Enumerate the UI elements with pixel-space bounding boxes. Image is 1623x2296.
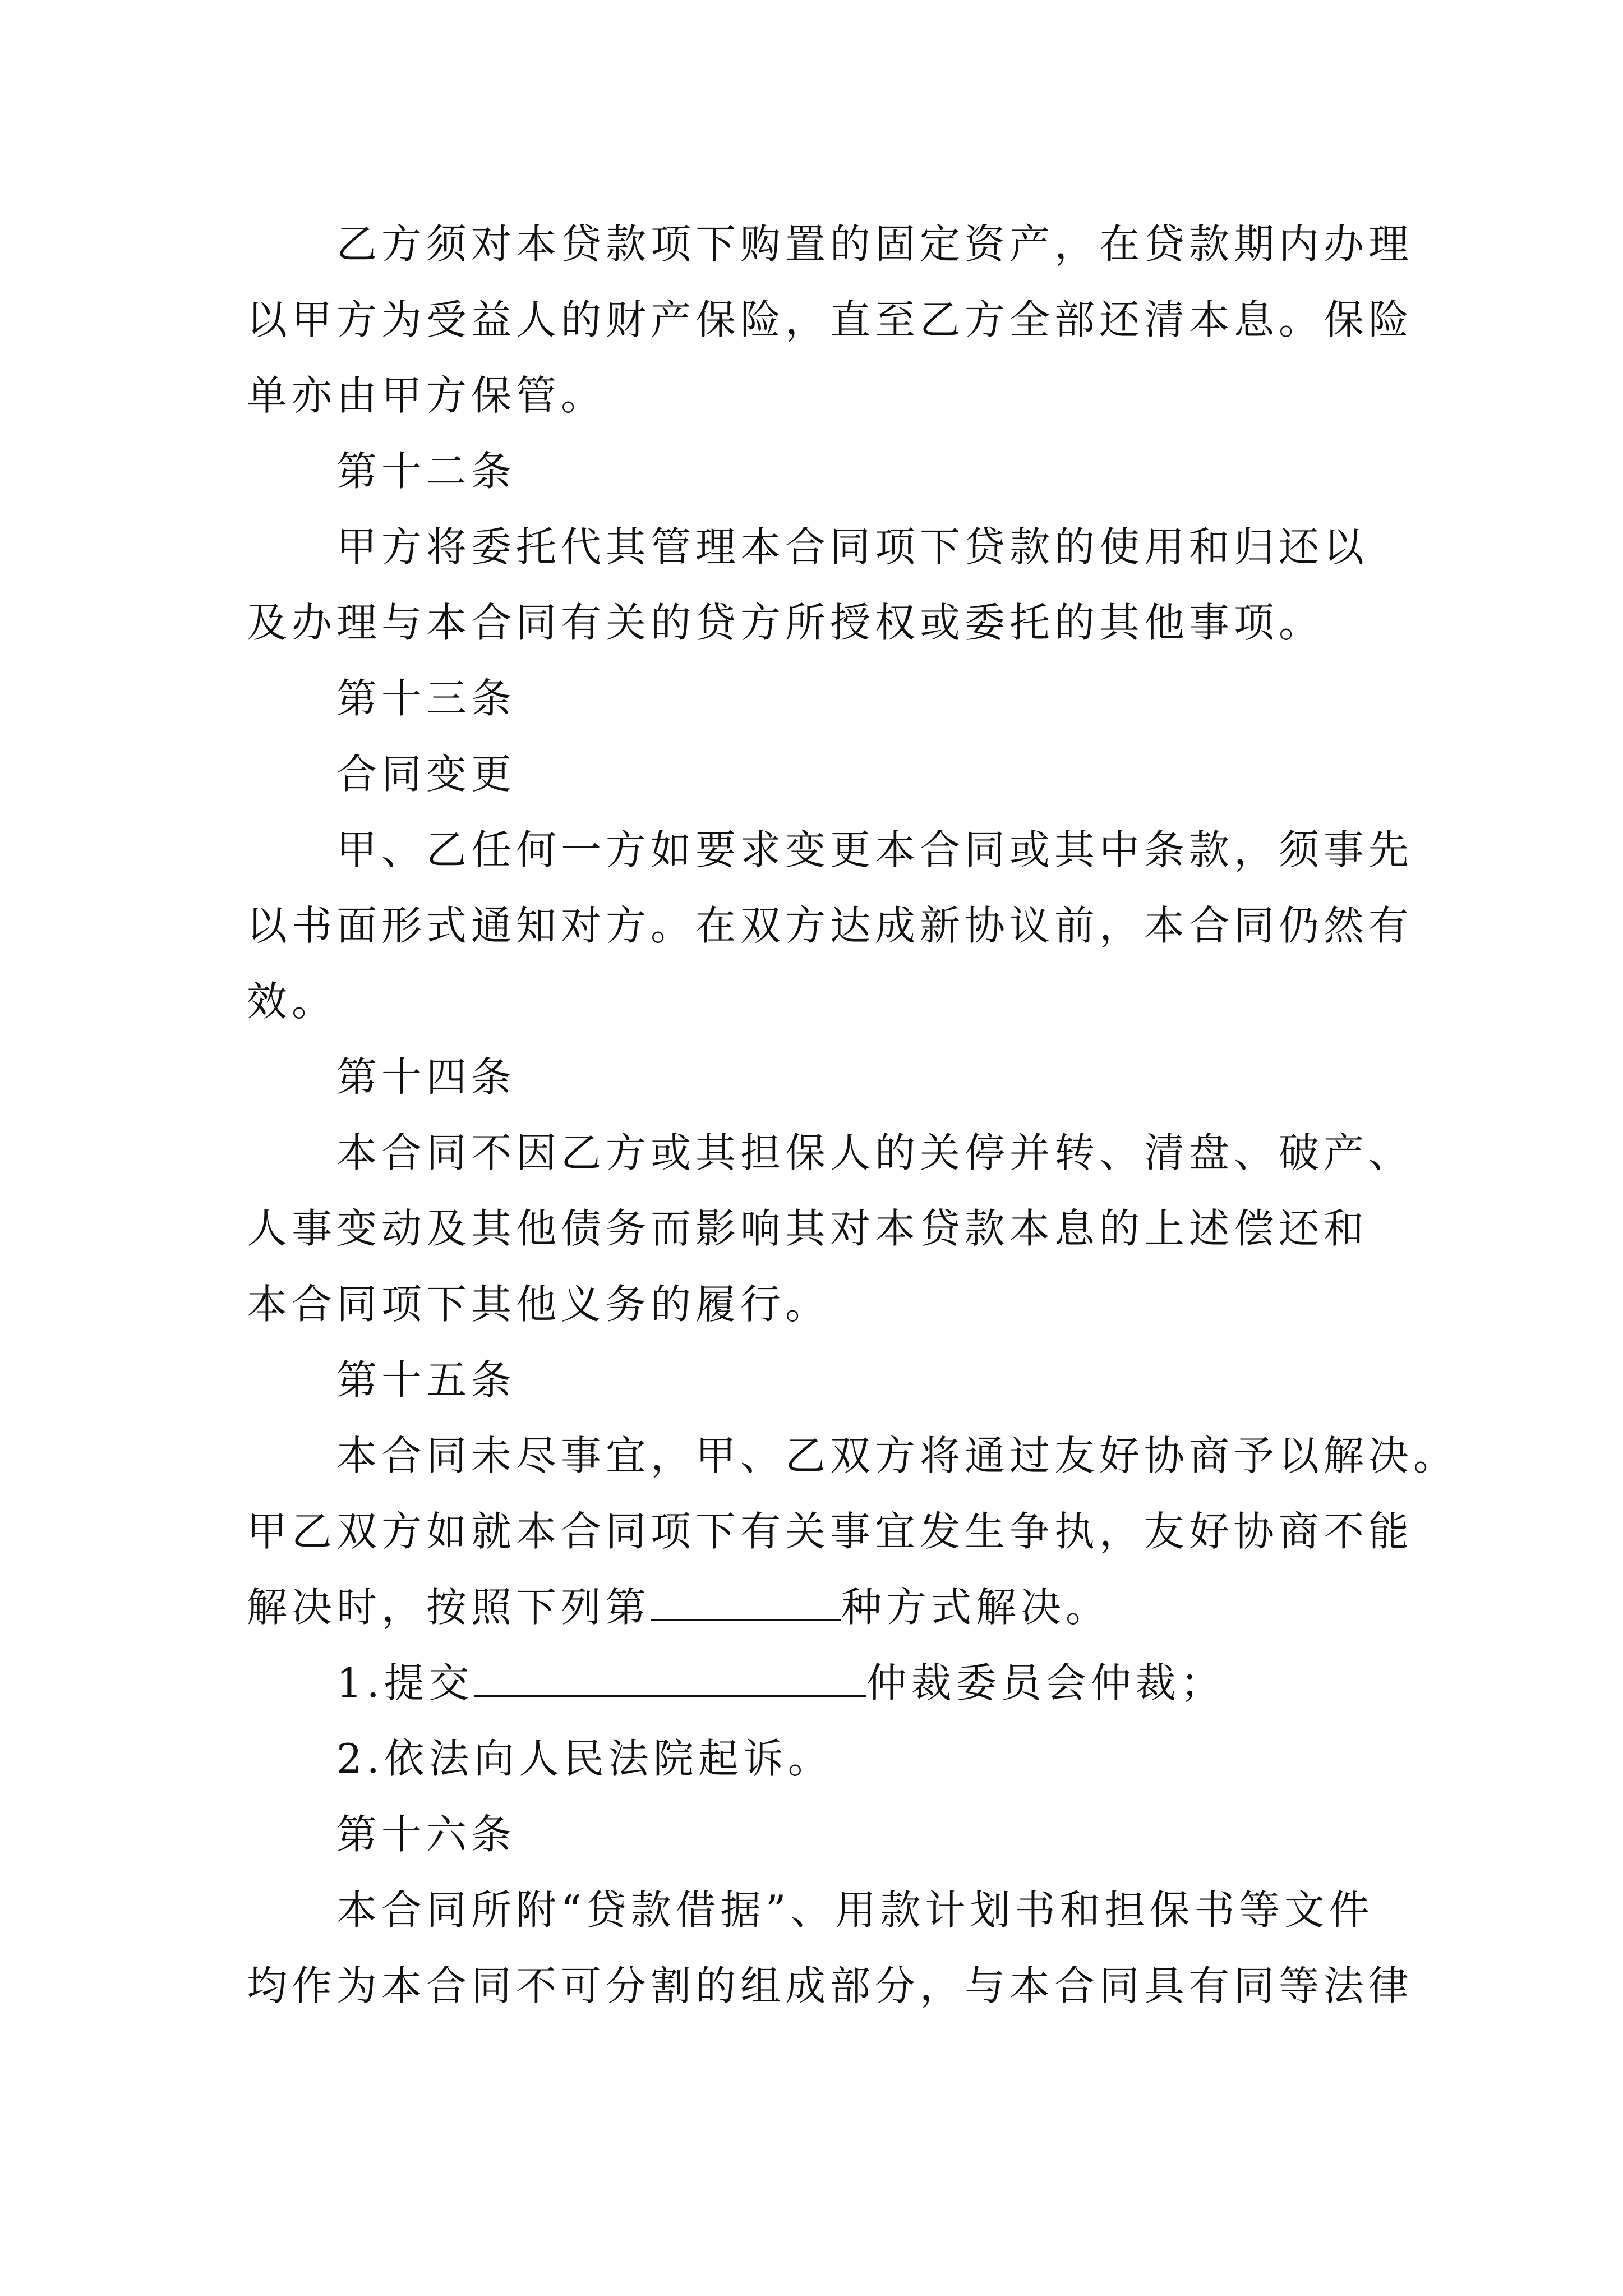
text-before-blank: 解决时，按照下列第 — [247, 1584, 651, 1631]
paragraph-line: 单亦由甲方保管。 — [247, 372, 606, 419]
list-item-text: 仲裁委员会仲裁； — [866, 1659, 1225, 1706]
article-heading-15: 第十五条 — [336, 1356, 517, 1404]
article-heading-14: 第十四条 — [336, 1053, 517, 1101]
paragraph-line: 甲、乙任何一方如要求变更本合同或其中条款，须事先 — [336, 826, 1414, 873]
list-item-arbitration — [336, 1655, 1481, 1711]
paragraph-line: 效。 — [247, 978, 337, 1025]
paragraph-line: 以书面形式通知对方。在双方达成新协议前，本合同仍然有 — [247, 902, 1414, 949]
fill-blank-arbitration-committee[interactable] — [474, 1656, 866, 1697]
article-heading-12: 第十二条 — [336, 448, 517, 495]
paragraph-line: 均作为本合同不可分割的组成部分，与本合同具有同等法律 — [247, 1962, 1414, 2009]
section-title-contract-change: 合同变更 — [336, 751, 517, 798]
paragraph-line: 本合同不因乙方或其担保人的关停并转、清盘、破产、 — [336, 1129, 1414, 1176]
paragraph-line: 本合同未尽事宜，甲、乙双方将通过友好协商予以解决。 — [336, 1432, 1459, 1479]
paragraph-line: 以甲方为受益人的财产保险，直至乙方全部还清本息。保险 — [247, 296, 1414, 343]
text-after-blank: 种方式解决。 — [841, 1584, 1111, 1631]
list-item-text: 1.提交 — [336, 1659, 474, 1706]
paragraph-line: 甲乙双方如就本合同项下有关事宜发生争执，友好协商不能 — [247, 1508, 1414, 1555]
paragraph-line-with-blank — [247, 1579, 1391, 1635]
fill-blank-method-number[interactable] — [651, 1580, 841, 1621]
article-heading-13: 第十三条 — [336, 675, 517, 722]
paragraph-line: 本合同所附“贷款借据”、用款计划书和担保书等文件 — [336, 1887, 1374, 1934]
list-item-court: 2.依法向人民法院起诉。 — [336, 1735, 833, 1782]
article-heading-16: 第十六条 — [336, 1811, 517, 1858]
paragraph-line: 人事变动及其他债务而影响其对本贷款本息的上述偿还和 — [247, 1205, 1369, 1252]
paragraph-line: 乙方须对本贷款项下购置的固定资产，在贷款期内办理 — [336, 220, 1414, 268]
paragraph-line: 甲方将委托代其管理本合同项下贷款的使用和归还以 — [336, 523, 1369, 570]
paragraph-line: 本合同项下其他义务的履行。 — [247, 1281, 831, 1328]
paragraph-line: 及办理与本合同有关的贷方所授权或委托的其他事项。 — [247, 599, 1324, 646]
